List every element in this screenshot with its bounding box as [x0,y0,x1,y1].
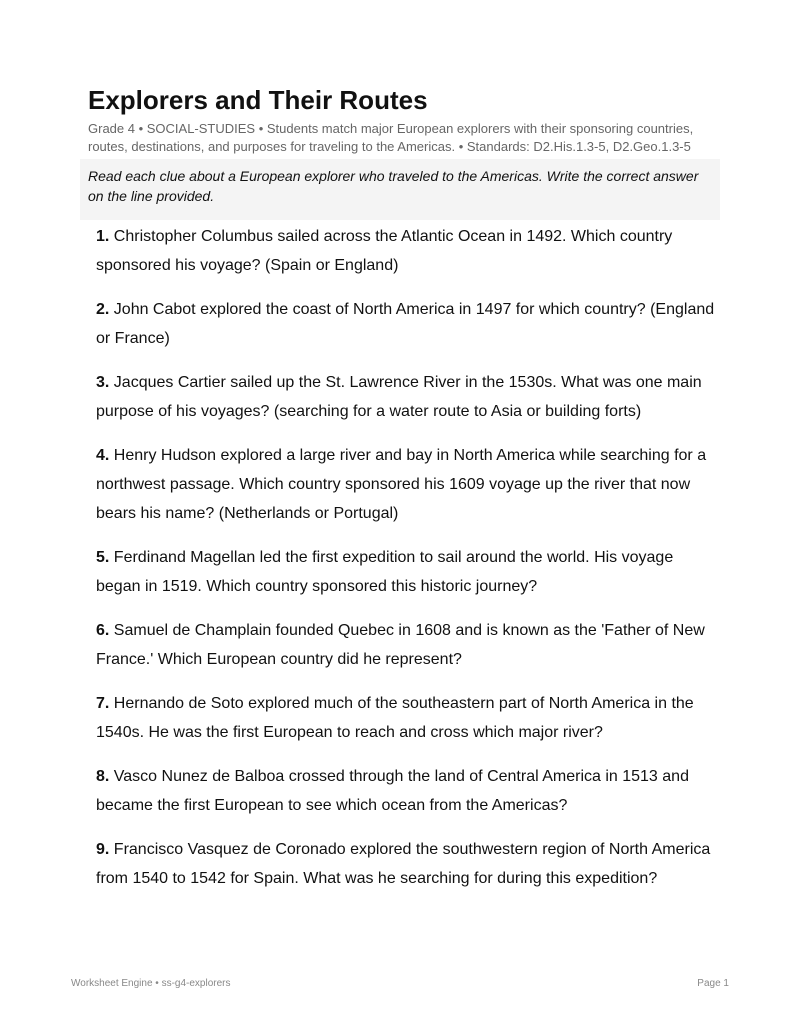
question-number: 9. [96,841,110,858]
instructions-box: Read each clue about a European explorer who traveled to the Americas. Write the correct answer on the line provided. [80,159,720,220]
question-text: Christopher Columbus sailed across the Atlantic Ocean in 1492. Which country sponsored his voyage? (Spain or England) [96,228,673,274]
question-number: 4. [96,447,110,464]
question-9 [96,835,720,893]
question-number: 2. [96,301,110,318]
question-1 [96,222,720,280]
worksheet-meta: Grade 4 • SOCIAL-STUDIES • Students match major European explorers with their sponsoring countries, routes, destinations, and purposes for traveling to the Americas. • Standards: D2.His.1.3-5, D2.Geo.1.3-5 [88,121,694,154]
page-title: Explorers and Their Routes [88,85,428,115]
page-number: Page 1 [697,978,729,989]
question-7 [96,689,720,747]
question-number: 8. [96,768,110,785]
question-number: 7. [96,695,110,712]
question-5 [96,543,720,601]
question-2 [96,295,720,353]
question-text: Francisco Vasquez de Coronado explored the southwestern region of North America from 1540 to 1542 for Spain. What was he searching for during this expedition? [96,841,711,887]
question-text: Hernando de Soto explored much of the southeastern part of North America in the 1540s. He was the first European to reach and cross which major river? [96,695,694,741]
question-list [96,222,720,908]
question-4 [96,441,720,528]
question-number: 1. [96,228,110,245]
footer-source: Worksheet Engine • ss-g4-explorers [71,978,231,989]
question-text: Vasco Nunez de Balboa crossed through the land of Central America in 1513 and became the first European to see which ocean from the Americas? [96,768,689,814]
question-number: 5. [96,549,110,566]
question-text: Ferdinand Magellan led the first expedition to sail around the world. His voyage began in 1519. Which country sponsored this historic journey? [96,549,674,595]
question-6 [96,616,720,674]
question-3 [96,368,720,426]
question-number: 3. [96,374,110,391]
question-number: 6. [96,622,110,639]
question-text: John Cabot explored the coast of North America in 1497 for which country? (England or France) [96,301,715,347]
question-text: Henry Hudson explored a large river and bay in North America while searching for a northwest passage. Which country sponsored his 1609 voyage up the river that now bears his name? (Netherlands or Portugal) [96,447,707,522]
question-text: Jacques Cartier sailed up the St. Lawrence River in the 1530s. What was one main purpose of his voyages? (searching for a water route to Asia or building forts) [96,374,702,420]
question-8 [96,762,720,820]
question-text: Samuel de Champlain founded Quebec in 1608 and is known as the 'Father of New France.' Which European country did he represent? [96,622,705,668]
